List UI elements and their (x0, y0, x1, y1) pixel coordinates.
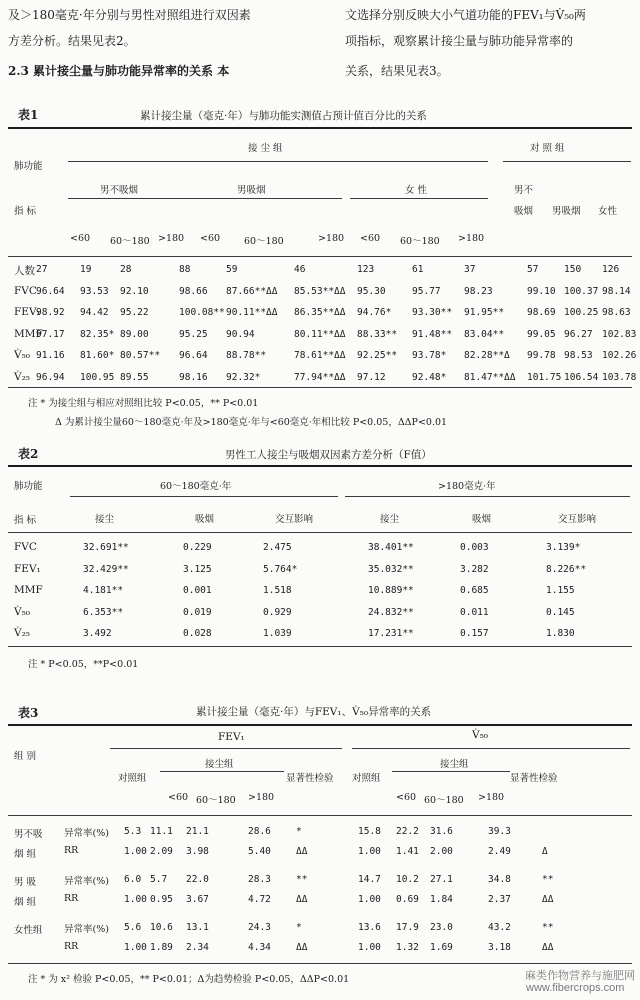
table1-cell: 95.77 (412, 285, 441, 297)
table1-cell: 87.66**ΔΔ (226, 285, 278, 297)
table1-cell: 19 (80, 264, 92, 275)
table1-cell: 98.14 (602, 285, 631, 297)
table3-v50-cell: 17.9 (396, 922, 419, 933)
table3-v50-cell: 1.32 (396, 942, 419, 953)
table3-v50-cell: 43.2 (488, 922, 511, 933)
table3-range-label: <60 (396, 792, 417, 803)
table1-sub-rule-3 (350, 198, 488, 199)
table2-cell: 0.011 (460, 606, 489, 618)
table3-fev-cell: 28.6 (248, 826, 271, 837)
table3-fev-cell: 28.3 (248, 874, 271, 885)
table3-fev-cell: 5.7 (150, 874, 168, 885)
table3-row-label: 异常率(%) (64, 876, 109, 887)
table3-v50-control: 对照组 (352, 773, 381, 784)
table1-cell: 78.61**ΔΔ (294, 350, 346, 361)
watermark-line-1: 麻类作物营养与施肥网 (525, 970, 635, 982)
table1-cell: 95.22 (120, 307, 149, 318)
table1-cell: 57 (527, 264, 539, 275)
table1-cell: 91.48** (412, 328, 453, 340)
table2-cell: 0.028 (183, 628, 212, 639)
table2-cell: 0.685 (460, 585, 489, 596)
table1-range-label: >180 (318, 233, 345, 244)
table2-bottom-rule (8, 646, 632, 647)
table3-fev-dust: 接尘组 (205, 759, 234, 770)
table3-group-name: 烟 组 (14, 849, 37, 860)
table1-range-label: >180 (458, 233, 485, 244)
table1-range-label: 60～180 (244, 236, 284, 247)
table1-cell: 94.42 (80, 307, 109, 318)
watermark-line-2: www.fibercrops.com (526, 982, 625, 994)
table1-female: 女 性 (405, 185, 428, 196)
table1-cell: 100.08** (179, 307, 225, 318)
table1-control-rule (503, 161, 631, 162)
table3-fev-sig-cell: ΔΔ (296, 894, 308, 905)
table1-cell: 92.10 (120, 285, 149, 297)
table3-fev-cell: 3.98 (186, 846, 209, 857)
table2-cell: 1.155 (546, 585, 575, 596)
table1-cell: 37 (464, 264, 476, 275)
table1-cell: 96.64 (179, 350, 208, 361)
table1-range-label: <60 (70, 233, 91, 244)
table1-cell: 81.47**ΔΔ (464, 371, 516, 383)
table1-bottom-rule (8, 387, 632, 388)
table3-range-label: >180 (478, 792, 505, 803)
table3-fev-header: FEV₁ (218, 731, 245, 743)
table2-row-label: FVC (14, 541, 37, 553)
table1-male-nonsmoker: 男不吸烟 (100, 185, 139, 196)
table3-row-label: RR (64, 893, 79, 904)
table1-cell: 80.11**ΔΔ (294, 328, 346, 340)
table1-row-label: V̇₅₀ (14, 349, 31, 361)
table3-fev-cell: 22.0 (186, 874, 209, 885)
table2-cell: 3.492 (83, 628, 112, 639)
table2-cell: 5.764* (263, 563, 298, 575)
table3-fev-cell: 5.3 (124, 826, 142, 837)
table3-row-label: RR (64, 845, 79, 856)
table1-cell: 100.25 (564, 307, 599, 318)
table1-cell: 85.53**ΔΔ (294, 285, 346, 297)
table3-header-rule (8, 815, 632, 816)
table3-fev-sig-cell: ΔΔ (296, 942, 308, 953)
table3-v50-cell: 1.41 (396, 846, 419, 857)
table3-v50-header: V̇₅₀ (472, 729, 489, 741)
table1-cell: 98.16 (179, 371, 208, 383)
table3-range-label: 60～180 (424, 795, 464, 806)
table3-v50-cell: 1.00 (358, 846, 381, 857)
table1-range-label: >180 (158, 233, 185, 244)
table3-v50-cell: 13.6 (358, 922, 381, 933)
table1-cell: 96.64 (36, 285, 65, 297)
table3-fev-sig: 显著性检验 (286, 773, 334, 784)
intro-left-line-1: 及＞180毫克·年分别与男性对照组进行双因素 (8, 8, 251, 22)
table3-note: 注 * 为 x² 检验 P<0.05，** P<0.01；Δ为趋势检验 P<0.05，ΔΔP<0.01 (28, 974, 350, 985)
table1-cell: 97.17 (36, 328, 65, 340)
table2-column-header: 吸烟 (472, 514, 492, 525)
table3-v50-cell: 1.00 (358, 894, 381, 905)
table3-label: 表3 (18, 706, 39, 720)
table1-cell: 99.78 (527, 350, 556, 361)
table1-row-label: V̇₂₅ (14, 370, 31, 383)
table1-cell: 82.35* (80, 328, 115, 340)
table1-cell: 89.00 (120, 328, 149, 340)
table3-row-label: 异常率(%) (64, 924, 109, 935)
table1-cell: 93.30** (412, 307, 453, 318)
table1-dust-rule (68, 161, 488, 162)
table1-range-label: <60 (360, 233, 381, 244)
table3-fev-cell: 4.34 (248, 942, 271, 953)
table3-fev-cell: 10.6 (150, 922, 173, 933)
table3-range-label: >180 (248, 792, 275, 803)
table1-cell: 98.23 (464, 285, 493, 297)
table3-fev-cell: 5.6 (124, 922, 142, 933)
table2-cell: 3.282 (460, 563, 489, 575)
table3-v50-sig-cell: ΔΔ (542, 942, 554, 953)
table1-ctrl-male-non-top: 男不 (514, 185, 534, 196)
table3-v50-cell: 0.69 (396, 894, 419, 905)
table3-fev-rule (110, 748, 342, 749)
table3-fev-dust-rule (160, 771, 284, 772)
table2-rowhead-bottom: 指 标 (14, 515, 37, 526)
table3-row-label: 异常率(%) (64, 828, 109, 839)
table1-cell: 100.37 (564, 285, 599, 297)
table3-fev-control: 对照组 (118, 773, 147, 784)
table1-cell: 80.57** (120, 350, 161, 361)
table1-cell: 86.35**ΔΔ (294, 307, 346, 318)
table1-cell: 59 (226, 264, 238, 275)
table2-cell: 0.003 (460, 542, 489, 553)
table3-group-name: 烟 组 (14, 897, 37, 908)
table3-range-label: <60 (168, 792, 189, 803)
table3-fev-cell: 0.95 (150, 894, 173, 905)
table3-v50-dust-rule (392, 771, 510, 772)
table3-fev-cell: 13.1 (186, 922, 209, 933)
intro-right-line-2: 项指标，观察累计接尘量与肺功能异常率的 (345, 34, 574, 48)
table2-cell: 10.889** (368, 585, 414, 596)
table1-cell: 96.94 (36, 371, 65, 383)
table2-column-header: 吸烟 (195, 514, 215, 525)
table1-cell: 91.16 (36, 350, 65, 361)
table3-title: 累计接尘量（毫克·年）与FEV₁、V̇₅₀异常率的关系 (196, 706, 432, 718)
table2-cell: 8.226** (546, 563, 587, 575)
table1-cell: 96.27 (564, 328, 593, 340)
table3-fev-cell: 2.34 (186, 942, 209, 953)
table1-cell: 91.95** (464, 307, 505, 318)
table2-cell: 0.145 (546, 606, 575, 618)
table1-cell: 61 (412, 264, 424, 275)
table1-cell: 90.11**ΔΔ (226, 307, 278, 318)
table2-title: 男性工人接尘与吸烟双因素方差分析（F值） (225, 449, 432, 461)
table3-fev-cell: 2.09 (150, 846, 173, 857)
table3-fev-sig-cell: * (296, 826, 302, 837)
table2-row-label: V̇₂₅ (14, 627, 31, 639)
table1-cell: 102.83 (602, 328, 637, 340)
table2-note: 注 * P<0.05，**P<0.01 (28, 659, 139, 670)
table3-v50-cell: 31.6 (430, 826, 453, 837)
table2-row-label: V̇₅₀ (14, 605, 31, 618)
table1-male-smoker: 男吸烟 (237, 185, 266, 196)
table2-row-label: FEV₁ (14, 562, 41, 575)
table1-range-label: 60～180 (400, 236, 440, 247)
table2-cell: 0.019 (183, 606, 212, 618)
table1-top-rule (8, 127, 632, 129)
table3-range-label: 60～180 (196, 795, 236, 806)
table3-fev-cell: 3.67 (186, 894, 209, 905)
table1-rowhead-top: 肺功能 (14, 161, 43, 172)
table3-v50-cell: 1.00 (358, 942, 381, 953)
table3-bottom-rule (8, 963, 632, 964)
table1-cell: 81.60* (80, 350, 115, 361)
table3-v50-sig-cell: ΔΔ (542, 894, 554, 905)
table3-rowhead: 组 别 (14, 751, 37, 762)
table2-header-rule (8, 532, 632, 533)
table2-cell: 0.157 (460, 628, 489, 639)
table1-cell: 27 (36, 264, 48, 275)
table3-fev-cell: 1.89 (150, 942, 173, 953)
table1-cell: 77.94**ΔΔ (294, 371, 346, 383)
table1-cell: 95.30 (357, 285, 386, 297)
table1-title: 累计接尘量（毫克·年）与肺功能实测值占预计值百分比的关系 (140, 110, 427, 122)
table2-cell: 0.929 (263, 606, 292, 618)
table1-cell: 97.12 (357, 371, 386, 383)
table2-cell: 2.475 (263, 542, 292, 553)
table1-cell: 89.55 (120, 371, 149, 383)
table1-cell: 28 (120, 264, 132, 275)
table3-group-name: 女性组 (14, 925, 43, 936)
table1-row-label: FVC (14, 284, 37, 297)
table1-cell: 90.94 (226, 328, 255, 340)
table1-cell: 95.25 (179, 328, 208, 340)
table1-cell: 150 (564, 264, 582, 275)
table3-fev-cell: 5.40 (248, 846, 271, 857)
table3-v50-cell: 1.69 (430, 942, 453, 953)
table3-fev-sig-cell: ** (296, 874, 308, 885)
table1-cell: 106.54 (564, 371, 599, 383)
table1-cell: 93.78* (412, 350, 447, 361)
table3-v50-sig-cell: Δ (542, 846, 548, 857)
table2-cell: 3.125 (183, 563, 212, 575)
table2-label: 表2 (18, 447, 39, 461)
table2-top-rule (8, 465, 632, 467)
table3-v50-cell: 27.1 (430, 874, 453, 885)
table3-v50-cell: 23.0 (430, 922, 453, 933)
table1-cell: 126 (602, 264, 620, 275)
table2-column-header: 交互影响 (558, 514, 597, 525)
table2-group-1-rule (70, 496, 338, 497)
table1-note-2: Δ 为累计接尘量60～180毫克·年及>180毫克·年与<60毫克·年相比较 P<0.05，ΔΔP<0.01 (55, 417, 448, 428)
table3-v50-cell: 10.2 (396, 874, 419, 885)
table1-cell: 101.75 (527, 371, 562, 383)
table3-fev-cell: 4.72 (248, 894, 271, 905)
table1-cell: 103.78 (602, 371, 637, 383)
table1-row-label: FEV₁ (14, 306, 41, 318)
table1-cell: 98.63 (602, 307, 631, 318)
table1-ctrl-male-non-bottom: 吸烟 (514, 206, 534, 217)
table3-v50-cell: 2.49 (488, 846, 511, 857)
table3-v50-cell: 1.84 (430, 894, 453, 905)
table3-row-label: RR (64, 941, 79, 952)
table3-v50-cell: 2.37 (488, 894, 511, 905)
table3-group-name: 男 吸 (14, 877, 37, 888)
table2-column-header: 接尘 (380, 514, 400, 525)
table1-cell: 92.32* (226, 371, 261, 383)
table3-fev-sig-cell: * (296, 922, 302, 933)
table3-fev-cell: 24.3 (248, 922, 271, 933)
table3-v50-cell: 2.00 (430, 846, 453, 857)
table2-group-1: 60～180毫克·年 (160, 481, 232, 492)
table1-row-label: 人数 (14, 265, 35, 277)
table3-v50-cell: 15.8 (358, 826, 381, 837)
intro-left-line-2: 方差分析。结果见表2。 (8, 34, 136, 48)
table1-sub-rule-1 (68, 198, 204, 199)
table2-group-2-rule (345, 496, 630, 497)
table3-v50-cell: 34.8 (488, 874, 511, 885)
table3-v50-sig-cell: ** (542, 922, 554, 933)
table3-v50-cell: 22.2 (396, 826, 419, 837)
table1-cell: 98.53 (564, 350, 593, 361)
table2-group-2: >180毫克·年 (438, 481, 496, 492)
table1-header-rule (8, 256, 632, 257)
table1-cell: 102.26 (602, 350, 637, 361)
table3-fev-cell: 1.00 (124, 846, 147, 857)
table1-note-1: 注 * 为接尘组与相应对照组比较 P<0.05，** P<0.01 (28, 398, 259, 409)
table3-fev-cell: 6.0 (124, 874, 142, 885)
table2-cell: 1.039 (263, 628, 292, 639)
table3-v50-sig-cell: ** (542, 874, 554, 885)
table1-cell: 82.28**Δ (464, 350, 510, 361)
table1-label: 表1 (18, 108, 39, 122)
table2-cell: 1.518 (263, 585, 292, 596)
table3-fev-cell: 21.1 (186, 826, 209, 837)
table1-cell: 88 (179, 264, 191, 275)
table1-row-label: MMF (14, 327, 43, 340)
table3-group-name: 男不吸 (14, 829, 43, 840)
table2-cell: 0.001 (183, 585, 212, 596)
section-heading: 2.3 累计接尘量与肺功能异常率的关系 本 (8, 64, 230, 78)
table2-column-header: 接尘 (95, 514, 115, 525)
table1-cell: 88.78** (226, 350, 267, 361)
table1-dust-group-header: 接 尘 组 (248, 143, 283, 154)
table2-cell: 32.691** (83, 542, 129, 553)
intro-right-line-3: 关系，结果见表3。 (345, 64, 449, 78)
table1-cell: 92.48* (412, 371, 447, 383)
table3-fev-sig-cell: ΔΔ (296, 846, 308, 857)
table3-v50-rule (352, 748, 630, 749)
table2-cell: 0.229 (183, 542, 212, 553)
table3-v50-cell: 39.3 (488, 826, 511, 837)
table3-fev-cell: 1.00 (124, 942, 147, 953)
table1-cell: 98.66 (179, 285, 208, 297)
table1-cell: 88.33** (357, 328, 398, 340)
table1-range-label: 60～180 (110, 236, 150, 247)
table2-cell: 1.830 (546, 628, 575, 639)
table1-cell: 94.76* (357, 307, 392, 318)
table2-cell: 38.401** (368, 542, 414, 553)
table3-fev-cell: 11.1 (150, 826, 173, 837)
table1-cell: 92.25** (357, 350, 398, 361)
table1-cell: 98.92 (36, 307, 65, 318)
table1-ctrl-male-smoke: 男吸烟 (552, 206, 581, 217)
table1-rowhead-bottom: 指 标 (14, 206, 37, 217)
table2-cell: 3.139* (546, 542, 581, 553)
table1-cell: 99.05 (527, 328, 556, 340)
table1-cell: 123 (357, 264, 375, 275)
table3-v50-dust: 接尘组 (440, 759, 469, 770)
table1-cell: 99.10 (527, 285, 556, 297)
table1-cell: 93.53 (80, 285, 109, 297)
table1-ctrl-female: 女性 (598, 206, 618, 217)
table2-row-label: MMF (14, 584, 43, 596)
table2-rowhead-top: 肺功能 (14, 481, 43, 492)
table2-cell: 6.353** (83, 606, 124, 618)
table1-sub-rule-2 (198, 198, 342, 199)
table2-cell: 32.429** (83, 563, 129, 575)
table1-cell: 100.95 (80, 371, 115, 383)
table1-control-group-header: 对 照 组 (530, 143, 565, 154)
table2-column-header: 交互影响 (275, 514, 314, 525)
table2-cell: 17.231** (368, 628, 414, 639)
table3-top-rule (8, 724, 632, 726)
table3-v50-sig: 显著性检验 (510, 773, 558, 784)
intro-right-line-1: 文选择分别反映大小气道功能的FEV₁与V̇₅₀两 (345, 8, 586, 22)
table1-cell: 46 (294, 264, 306, 275)
table3-v50-cell: 3.18 (488, 942, 511, 953)
table2-cell: 24.832** (368, 606, 414, 618)
table3-fev-cell: 1.00 (124, 894, 147, 905)
table3-v50-cell: 14.7 (358, 874, 381, 885)
table1-range-label: <60 (200, 233, 221, 244)
table2-cell: 4.181** (83, 585, 124, 596)
table1-cell: 98.69 (527, 307, 556, 318)
table1-cell: 83.04** (464, 328, 505, 340)
table2-cell: 35.032** (368, 563, 414, 575)
